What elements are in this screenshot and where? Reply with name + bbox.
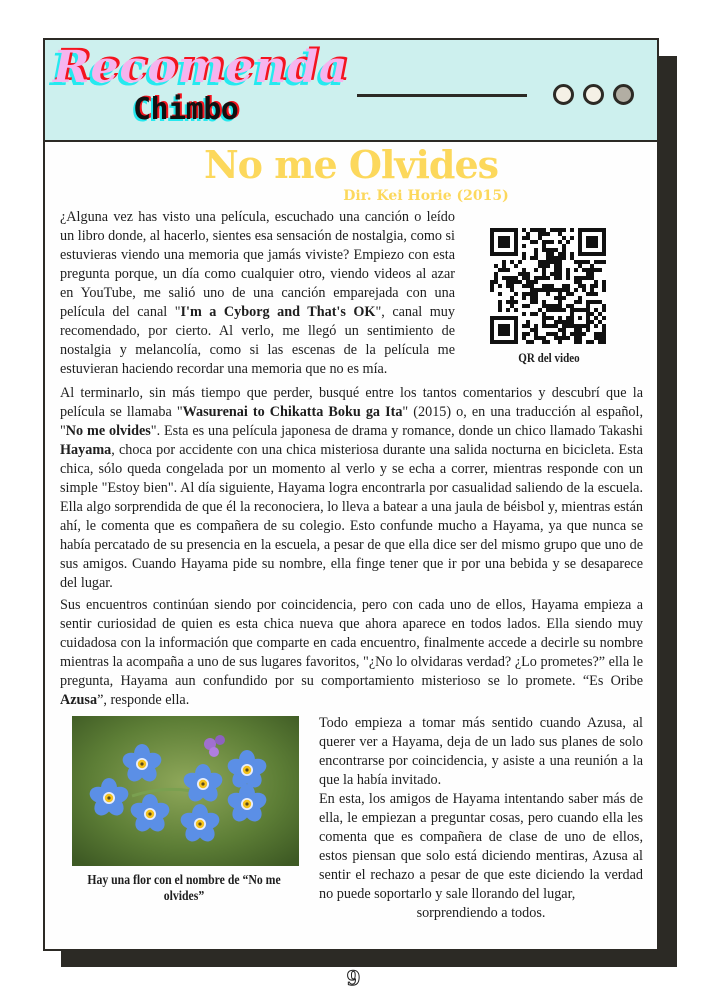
window-dot-1-icon xyxy=(553,84,574,105)
text: En esta, los amigos de Hayama intentando saber más de ella, le empiezan a preguntar cosas, pero cuando ella les comenta que es compañera de clase de uno de ellos, estos piensan que solo está diciendo mentiras, Azusa al sentir el rechazo a pesar de que este diciendo la verdad no puede soportarlo y sale llorando del lugar, xyxy=(319,791,643,902)
qr-caption: QR del video xyxy=(518,350,580,365)
logo-recomenda: Recomenda xyxy=(53,42,349,93)
text: Sus encuentros continúan siendo por coincidencia, pero con cada uno de ellos, Hayama empieza a sentir curiosidad de quien es esta chica nueva que ahora aparece en todos lados. Ella siendo muy cuidadosa con la información que comparte en cada encuentro, finalmente accede a decirle su nombre mientras la acompaña a uno de sus lugares favoritos, "¿No lo olvidaras verdad? ¿Lo prometes?” ella le pregunta, Hayama aun confundido por su comportamiento misterioso se lo promete. “Es Oribe xyxy=(60,597,643,689)
text: sorprendiendo a todos. xyxy=(416,905,546,921)
window-dots xyxy=(553,84,634,105)
text: ”, responde ella. xyxy=(97,692,190,708)
text: Al terminarlo, sin más tiempo que perder, busqué entre los tantos comentarios y descubrí que la película se llamaba " xyxy=(60,385,643,420)
page-frame xyxy=(43,38,659,951)
window-dot-2-icon xyxy=(583,84,604,105)
logo-chimbo: Chimbo xyxy=(133,92,239,127)
page-number: 9 xyxy=(346,966,361,990)
paragraph-3 xyxy=(60,596,643,710)
intro-paragraph xyxy=(60,208,455,379)
text: ". Esta es una película japonesa de drama y romance, donde un chico llamado Takashi xyxy=(150,423,643,439)
article-subtitle: Dir. Kei Horie (2015) xyxy=(343,188,509,204)
character-name: Hayama xyxy=(60,442,112,458)
text: ¿Alguna vez has visto una película, escuchado una canción o leído un libro donde, al hacerlo, sientes esa sensación de nostalgia, como si estuvieras viendo una memoria que jamás viviste? Empiezo con esta pregunta porque, un día como cualquier otro, viendo videos al azar en YouTube, me salió uno de una canción emparejada con una película del canal " xyxy=(60,209,455,320)
text: ", canal muy recomendado, por cierto. Al verlo, me llegó un sentimiento de nostalgia y melancolía, como si las escenas de la película me estuvieran haciendo recordar una memoria que no es mía. xyxy=(60,304,455,377)
character-name: Azusa xyxy=(60,692,98,708)
text: " (2015) o, en una traducción al español, " xyxy=(60,404,644,439)
photo-caption: Hay una flor con el nombre de “No me olvides” xyxy=(87,872,281,903)
header-divider-line xyxy=(357,94,527,97)
channel-name: I'm a Cyborg and That's OK xyxy=(180,304,376,320)
article-title: No me Olvides xyxy=(203,142,499,187)
window-dot-3-icon xyxy=(613,84,634,105)
text: , choca por accidente con una chica misteriosa durante una salida nocturna en bicicleta. Esta chica, sólo queda congelada por un momento al verlo y se echa a correr, mientras responde con un simple "Estoy bien". Al día siguiente, Hayama logra encontrarla por casualidad saliendo de la escuela. Ella algo sorprendida de que él la reconociera, lo lleva a batear a una jaula de béisbol y, mientras están ahí, le comenta que es compañera de su colegio. Esto confunde mucho a Hayama, ya que nunca se había percatado de su presencia en la escuela, a pesar de que ella dice ser del mismo grupo que uno de sus amigos. Cuando Hayama pide su nombre, ella finge tener que ir por una bebida y se desaparece del lugar. xyxy=(60,442,643,591)
paragraph-5 xyxy=(319,790,643,923)
film-original-title: Wasurenai to Chikatta Boku ga Ita xyxy=(182,404,403,420)
forget-me-not-photo xyxy=(72,716,299,866)
film-spanish-title: No me olvides xyxy=(65,423,151,439)
paragraph-4: Todo empieza a tomar más sentido cuando Azusa, al querer ver a Hayama, deja de un lado sus planes de solo encontrarse por coincidencia, y asiste a una reunión a la que la había invitado. xyxy=(319,715,643,788)
qr-code-icon[interactable] xyxy=(490,228,606,344)
paragraph-2 xyxy=(60,384,643,593)
header-bar xyxy=(45,40,657,142)
